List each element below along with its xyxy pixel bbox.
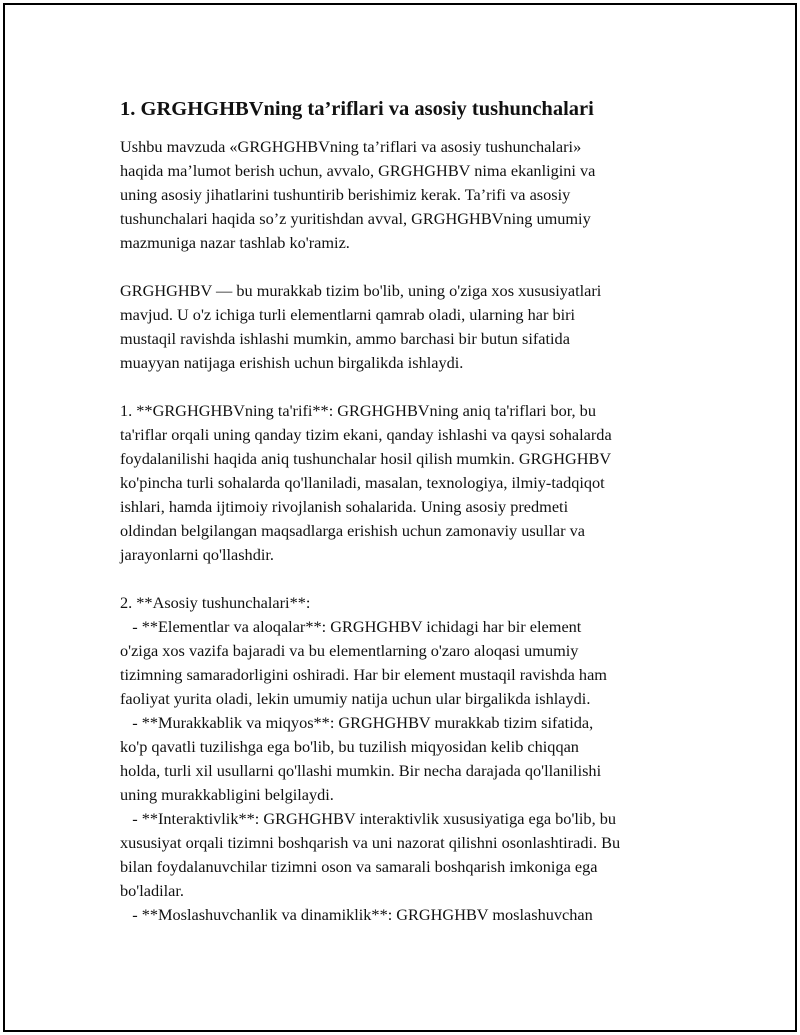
document-body <box>120 95 695 927</box>
paragraph-concepts: 2. **Asosiy tushunchalari**: - **Elementlar va aloqalar**: GRGHGHBV ichidagi har bir element o'ziga xos vazifa bajaradi va bu elementlarning o'zaro aloqasi umumiy tizimning samaradorligini oshiradi. Har bir element mustaqil ravishda ham faoliyat yurita oladi, lekin umumiy natija uchun ular birgalikda ishlaydi. - **Murakkablik va miqyos**: GRGHGHBV murakkab tizim sifatida, ko'p qavatli tuzilishga ega bo'lib, bu tuzilish miqyosidan kelib chiqqan holda, turli xil usullarni qo'llashi mumkin. Bir necha darajada qo'llanilishi uning murakkabligini belgilaydi. - **Interaktivlik**: GRGHGHBV interaktivlik xususiyatiga ega bo'lib, bu xususiyat orqali tizimni boshqarish va uni nazorat qilishni osonlashtiradi. Bu bilan foydalanuvchilar tizimni oson va samarali boshqarish imkoniga ega bo'ladilar. - **Moslashuvchanlik va dinamiklik**: GRGHGHBV moslashuvchan <box>120 593 621 924</box>
document-page <box>3 3 797 1032</box>
paragraph-spacer <box>120 375 695 399</box>
paragraph-overview: GRGHGHBV — bu murakkab tizim bo'lib, uning o'ziga xos xususiyatlari mavjud. U o'z ichiga turli elementlarni qamrab oladi, ularning har biri mustaqil ravishda ishlashi mumkin, ammo barchasi bir butun sifatida muayyan natijaga erishish uchun birgalikda ishlaydi. <box>120 281 602 372</box>
paragraph-definition: 1. **GRGHGHBVning ta'rifi**: GRGHGHBVning aniq ta'riflari bor, bu ta'riflar orqali uning qanday tizim ekani, qanday ishlashi va qaysi sohalarda foydalanilishi haqida aniq tushunchalar hosil qilish mumkin. GRGHGHBV ko'pincha turli sohalarda qo'llaniladi, masalan, texnologiya, ilmiy-tadqiqot ishlari, hamda ijtimoiy rivojlanish sohalarida. Uning asosiy predmeti oldindan belgilangan maqsadlarga erishish uchun zamonaviy usullar va jarayonlarni qo'llashdir. <box>120 401 612 564</box>
paragraph-spacer <box>120 255 695 279</box>
paragraph-spacer <box>120 567 695 591</box>
page-title: 1. GRGHGHBVning ta’riflari va asosiy tushunchalari <box>120 98 594 120</box>
paragraph-intro: Ushbu mavzuda «GRGHGHBVning ta’riflari va asosiy tushunchalari» haqida ma’lumot berish uchun, avvalo, GRGHGHBV nima ekanligini va uning asosiy jihatlarini tushuntirib berishimiz kerak. Ta’rifi va asosiy tushunchalari haqida so’z yuritishdan avval, GRGHGHBVning umumiy mazmuniga nazar tashlab ko'ramiz. <box>120 137 596 252</box>
